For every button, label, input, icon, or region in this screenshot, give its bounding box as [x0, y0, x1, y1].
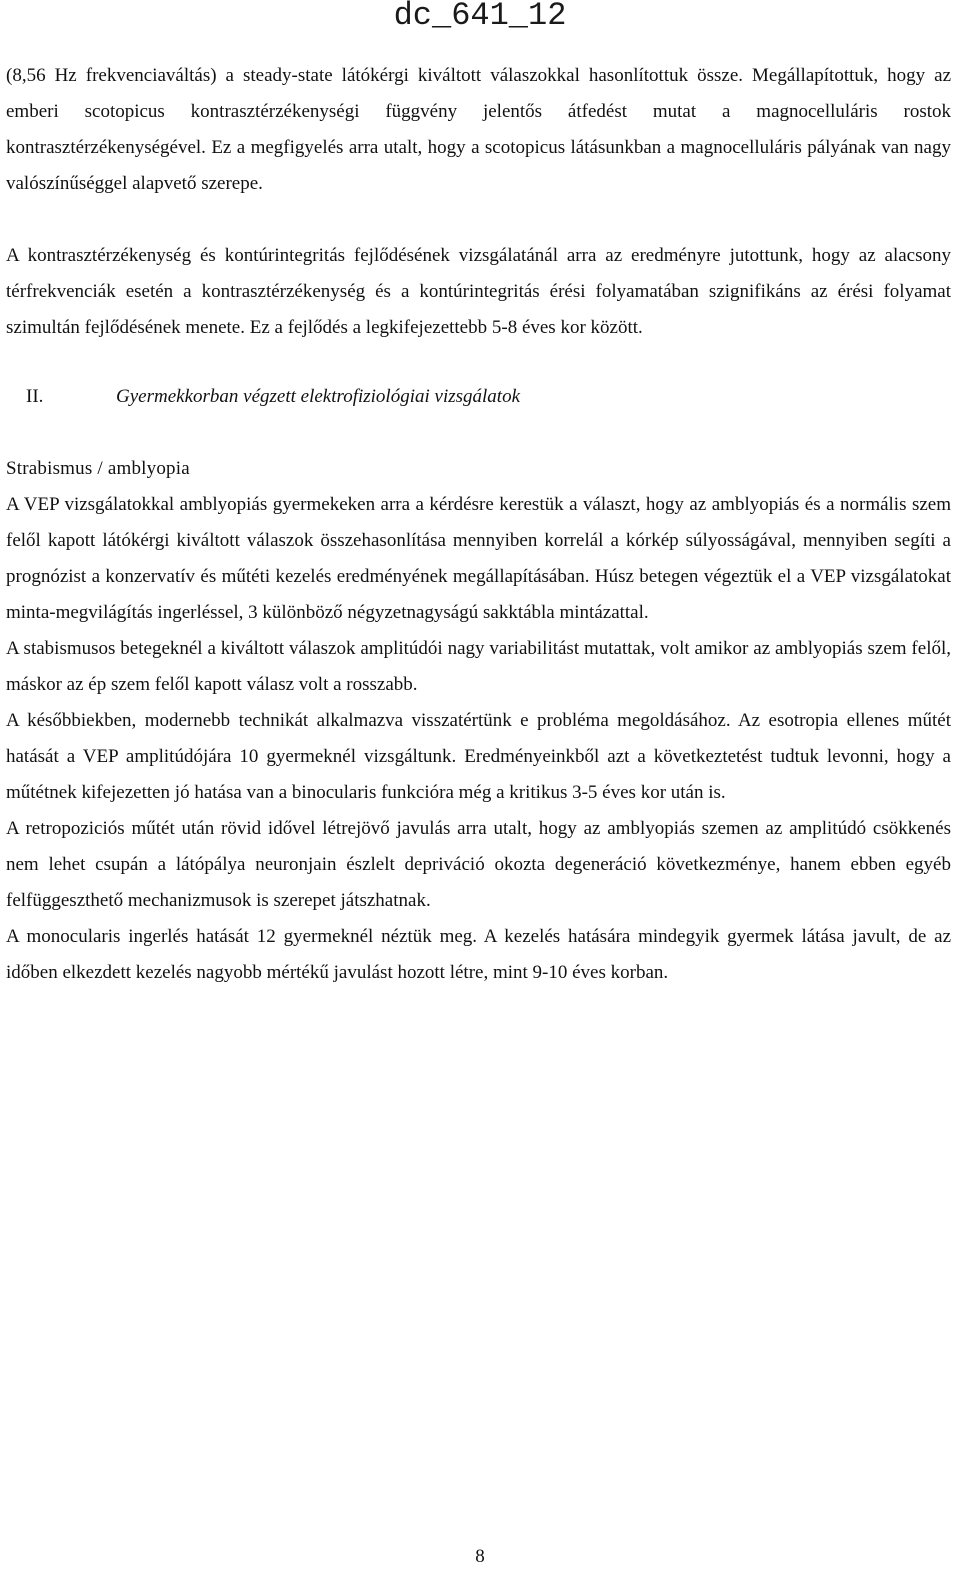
section-heading [6, 379, 951, 415]
paragraph: A retropoziciós műtét után rövid idővel létrejövő javulás arra utalt, hogy az amblyopiás szemen az amplitúdó csökkenés nem lehet csupán a látópálya neuronjain észlelt depriváció okozta degeneráció következménye, hanem ebben egyéb felfüggeszthető mechanizmusok is szerepet játszhatnak. [6, 818, 951, 911]
paragraph: A monocularis ingerlés hatását 12 gyermeknél néztük meg. A kezelés hatására mindegyik gyermek látása javult, de az időben elkezdett kezelés nagyobb mértékű javulást hozott létre, mint 9-10 éves korban. [6, 926, 951, 983]
section-title: Gyermekkorban végzett elektrofiziológiai vizsgálatok [116, 386, 521, 407]
document-id-header: dc_641_12 [393, 0, 567, 34]
paragraph: (8,56 Hz frekvenciaváltás) a steady-state látókérgi kiváltott válaszokkal hasonlítottuk össze. Megállapítottuk, hogy az emberi scotopicus kontrasztérzékenységi függvény jelentős átfedést mutat a magnocelluláris rostok kontrasztérzékenységével. Ez a megfigyelés arra utalt, hogy a scotopicus látásunkban a magnocelluláris pályának van nagy valószínűséggel alapvető szerepe. [6, 65, 951, 194]
page-number: 8 [475, 1546, 485, 1567]
paragraph: A stabismusos betegeknél a kiváltott válaszok amplitúdói nagy variabilitást mutattak, volt amikor az amblyopiás szem felől, máskor az ép szem felől kapott válasz volt a rosszabb. [6, 638, 951, 695]
paragraph: A VEP vizsgálatokkal amblyopiás gyermekeken arra a kérdésre kerestük a választ, hogy az amblyopiás és a normális szem felől kapott látókérgi kiváltott válaszok összehasonlítása mennyiben korrelál a kórkép súlyosságával, mennyiben segíti a prognózist a konzervatív és műtéti kezelés eredményének megállapításában. Húsz betegen végeztük el a VEP vizsgálatokat minta-megvilágítás ingerléssel, 3 különböző négyzetnagyságú sakktábla mintázattal. [6, 494, 951, 623]
section-number: II. [26, 386, 44, 407]
paragraph: A későbbiekben, modernebb technikát alkalmazva visszatértünk e probléma megoldásához. Az esotropia ellenes műtét hatását a VEP amplitúdójára 10 gyermeknél vizsgáltunk. Eredményeinkből azt a következtetést tudtuk levonni, hogy a műtétnek kifejezetten jó hatása van a binocularis funkcióra még a kritikus 3-5 éves kor után is. [6, 710, 951, 803]
document-body [6, 58, 951, 991]
subsection-title: Strabismus / amblyopia [6, 458, 190, 479]
paragraph: A kontrasztérzékenység és kontúrintegritás fejlődésének vizsgálatánál arra az eredményre jutottunk, hogy az alacsony térfrekvenciák esetén a kontrasztérzékenység és a kontúrintegritás érési folyamatában szignifikáns az érési folyamat szimultán fejlődésének menete. Ez a fejlődés a legkifejezettebb 5-8 éves kor között. [6, 245, 951, 338]
